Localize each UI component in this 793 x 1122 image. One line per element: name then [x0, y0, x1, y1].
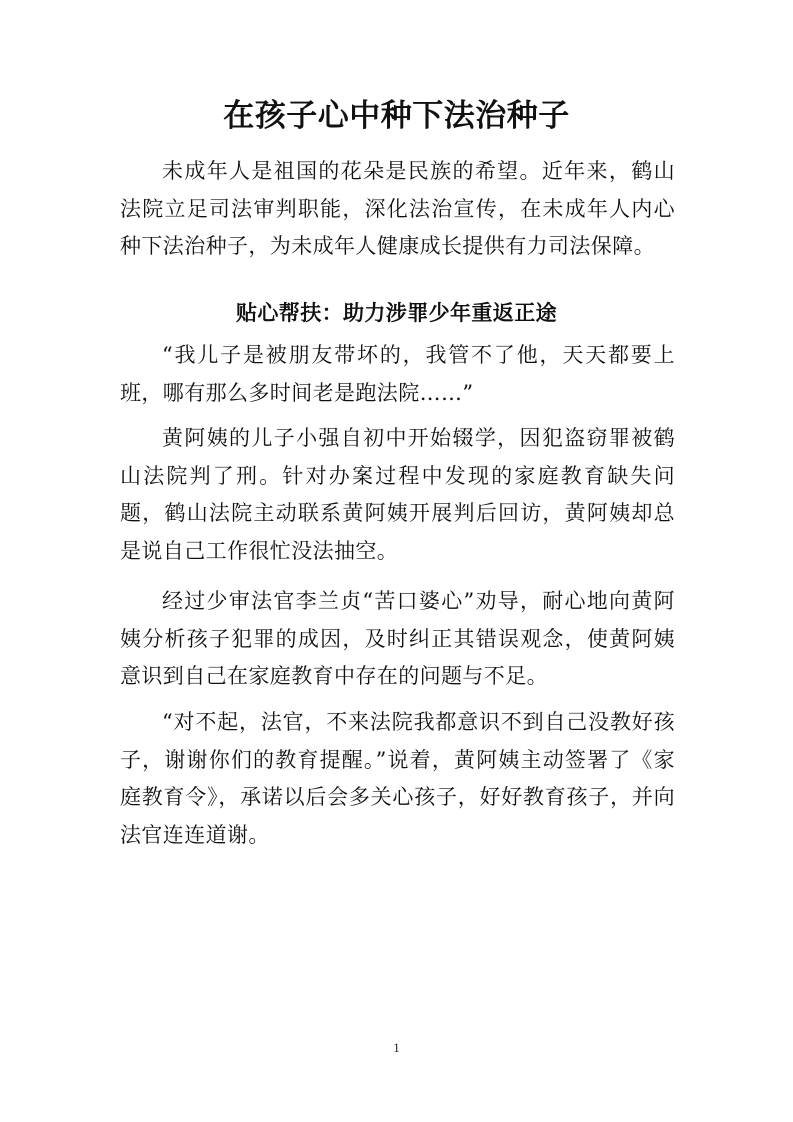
- body-paragraph-quote: “我儿子是被朋友带坏的，我管不了他，天天都要上班，哪有那么多时间老是跑法院……”: [120, 343, 675, 405]
- page-number: 1: [393, 1040, 400, 1055]
- body-paragraph-guidance: 经过少审法官李兰贞“苦口婆心”劝导，耐心地向黄阿姨分析孩子犯罪的成因，及时纠正其错误观念，使黄阿姨意识到自己在家庭教育中存在的问题与不足。: [120, 589, 675, 688]
- intro-paragraph: 未成年人是祖国的花朵是民族的希望。近年来，鹤山法院立足司法审判职能，深化法治宣传，在未成年人内心种下法治种子，为未成年人健康成长提供有力司法保障。: [120, 159, 675, 258]
- document-title: 在孩子心中种下法治种子: [223, 98, 570, 134]
- body-paragraph-thanks: “对不起，法官，不来法院我都意识不到自己没教好孩子，谢谢你们的教育提醒。”说着，黄阿姨主动签署了《家庭教育令》，承诺以后会多关心孩子，好好教育孩子，并向法官连连道谢。: [120, 710, 675, 847]
- section-heading: 贴心帮扶：助力涉罪少年重返正途: [236, 300, 557, 325]
- body-paragraph-background: 黄阿姨的儿子小强自初中开始辍学，因犯盗窃罪被鹤山法院判了刑。针对办案过程中发现的家庭教育缺失问题，鹤山法院主动联系黄阿姨开展判后回访，黄阿姨却总是说自己工作很忙没法抽空。: [120, 426, 675, 563]
